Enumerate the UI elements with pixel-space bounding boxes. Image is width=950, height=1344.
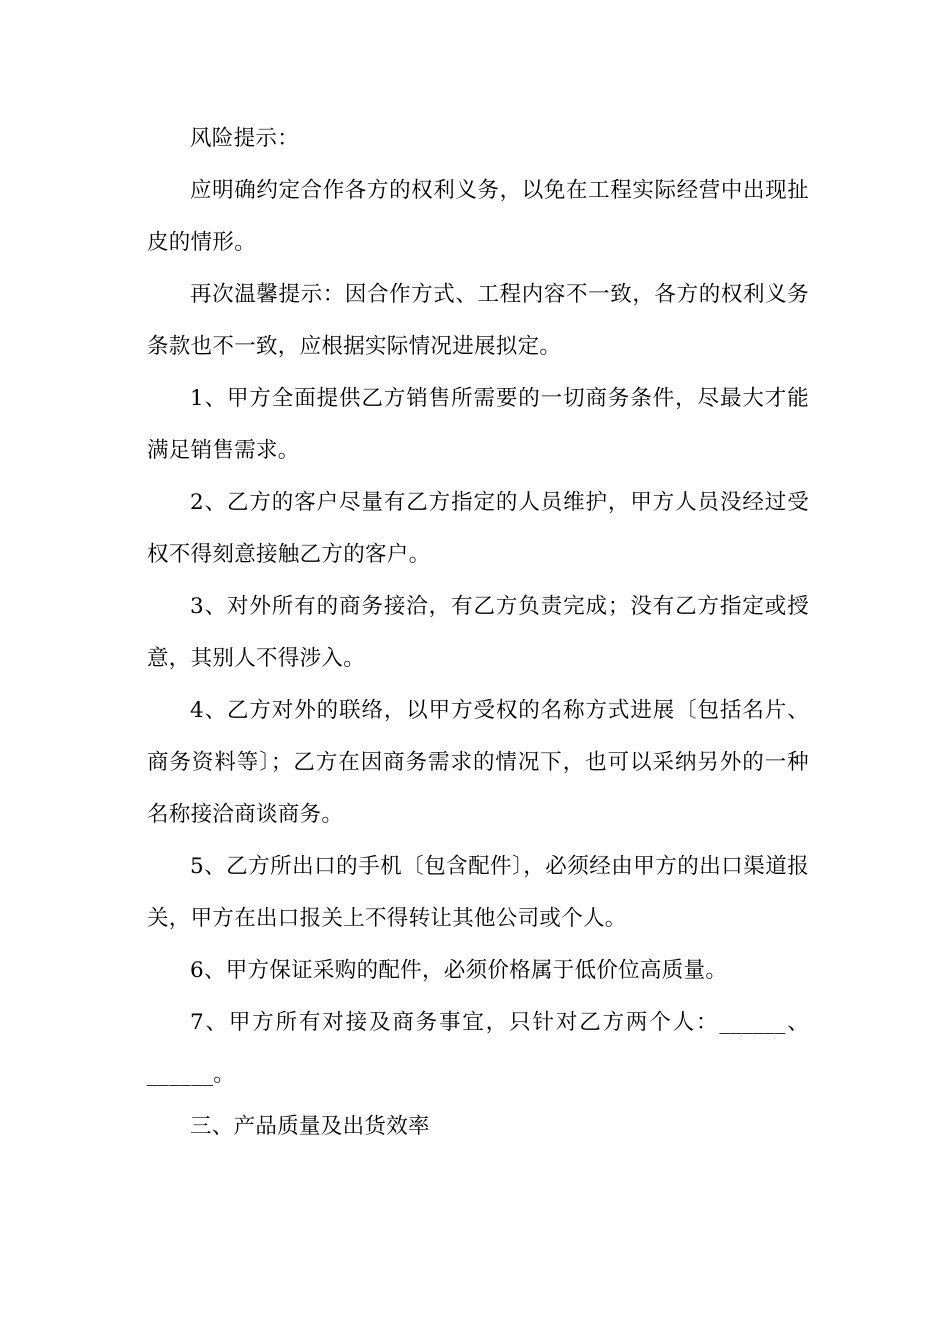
- paragraph-risk-heading: 风险提示：: [190, 126, 300, 151]
- clause-3: 3、对外所有的商务接洽，有乙方负责完成；没有乙方指定或授意，其别人不得涉入。: [147, 594, 809, 671]
- paragraph-reminder: 再次温馨提示：因合作方式、工程内容不一致，各方的权利义务条款也不一致，应根据实际情况进展拟定。: [147, 282, 809, 359]
- document-body: [147, 113, 809, 1153]
- clause-7: 7、甲方所有对接及商务事宜，只针对乙方两个人：______、______。: [147, 1010, 809, 1087]
- clause-5: 5、乙方所出口的手机〔包含配件〕，必须经由甲方的出口渠道报关，甲方在出口报关上不得转让其他公司或个人。: [147, 854, 809, 931]
- section-heading-quality: 三、产品质量及出货效率: [190, 1114, 430, 1139]
- paragraph-risk-note: 应明确约定合作各方的权利义务，以免在工程实际经营中出现扯皮的情形。: [147, 178, 809, 255]
- clause-4: 4、乙方对外的联络，以甲方受权的名称方式进展〔包括名片、商务资料等〕；乙方在因商务需求的情况下，也可以采纳另外的一种名称接洽商谈商务。: [147, 698, 809, 827]
- clause-2: 2、乙方的客户尽量有乙方指定的人员维护，甲方人员没经过受权不得刻意接触乙方的客户。: [147, 490, 809, 567]
- clause-1: 1、甲方全面提供乙方销售所需要的一切商务条件，尽最大才能满足销售需求。: [147, 386, 809, 463]
- clause-6: 6、甲方保证采购的配件，必须价格属于低价位高质量。: [190, 958, 728, 983]
